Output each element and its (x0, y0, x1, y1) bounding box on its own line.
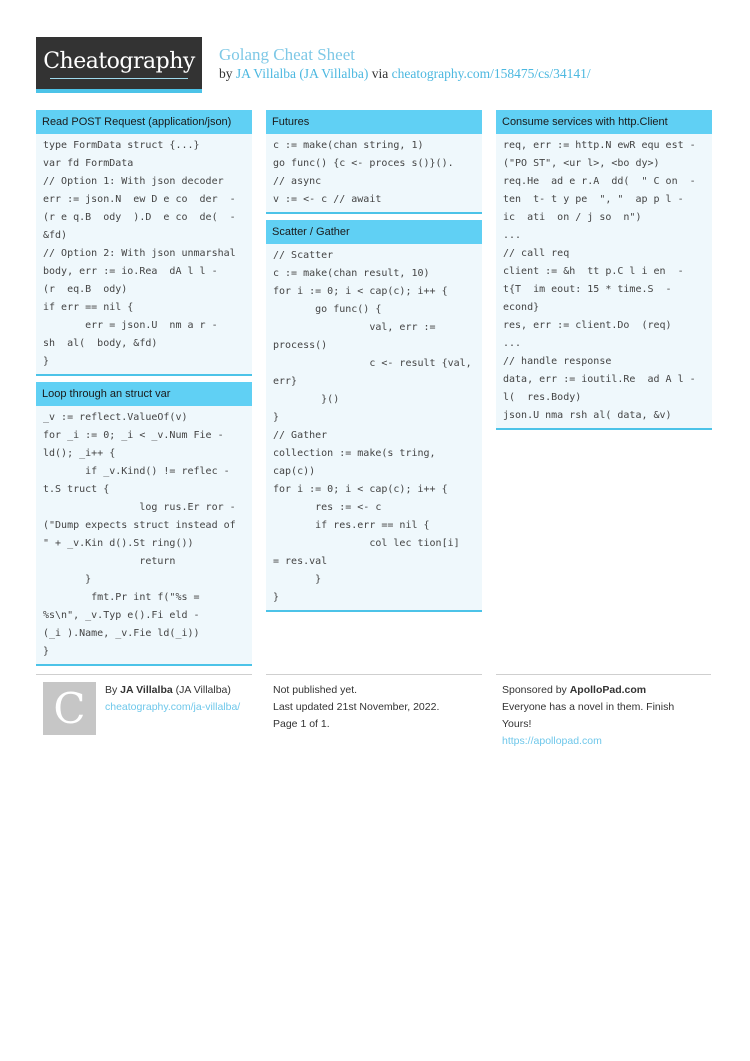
sponsor-link[interactable]: https://apollopad.com (502, 735, 602, 747)
code-line: } (43, 356, 50, 367)
code-block (266, 134, 482, 212)
code-line: &fd) (43, 230, 68, 241)
code-line: res := <- c (273, 502, 382, 513)
code-line: } (273, 592, 280, 603)
code-line: // Gather (273, 430, 328, 441)
code-line: (_i ).Name, _v.Fie ld(_i)) (43, 628, 200, 639)
code-line: %s\n", _v.Typ e().Fi eld - (43, 610, 200, 621)
code-line: go func() { (273, 304, 382, 315)
code-line: err} (273, 376, 298, 387)
code-line: for i := 0; i < cap(c); i++ { (273, 484, 448, 495)
code-line: cap(c)) (273, 466, 316, 477)
avatar[interactable] (43, 682, 96, 735)
section-scatter-gather (266, 220, 482, 612)
code-block (36, 406, 252, 664)
byline (219, 66, 591, 82)
code-line: // call req (503, 248, 570, 259)
code-line: (r eq.B ody) (43, 284, 128, 295)
code-line: go func() {c <- proces s()}(). (273, 158, 454, 169)
column-3 (496, 110, 712, 436)
sponsor-prefix: Sponsored by (502, 684, 570, 696)
code-line: // Scatter (273, 250, 334, 261)
via-word: via (368, 66, 392, 81)
section-title: Consume services with http.Client (496, 110, 712, 134)
code-line: // Option 2: With json unmarshal (43, 248, 236, 259)
footer-author-line (105, 682, 240, 699)
code-line: if _v.Kind() != reflec - (43, 466, 230, 477)
code-line: t.S truct { (43, 484, 110, 495)
section-title: Loop through an struct var (36, 382, 252, 406)
code-line: ("PO ST", <ur l>, <bo dy>) (503, 158, 660, 169)
sponsor-text-2: Yours! (502, 718, 532, 730)
footer-status (273, 682, 439, 733)
code-line: } (273, 574, 322, 585)
last-updated: Last updated 21st November, 2022. (273, 701, 440, 713)
code-line: sh al( body, &fd) (43, 338, 158, 349)
code-line: client := &h tt p.C l i en - (503, 266, 684, 277)
code-line: } (273, 412, 280, 423)
column-1 (36, 110, 252, 672)
sponsor-name: ApolloPad.com (569, 684, 647, 696)
code-line: c := make(chan string, 1) (273, 140, 424, 151)
section-title: Futures (266, 110, 482, 134)
code-block (496, 134, 712, 428)
code-line: t{T im eout: 15 * time.S - (503, 284, 672, 295)
by-prefix: By (105, 684, 121, 696)
code-line: ld(); _i++ { (43, 448, 116, 459)
code-line: err := json.N ew D e co der - (43, 194, 236, 205)
code-line: c := make(chan result, 10) (273, 268, 430, 279)
code-line: econd} (503, 302, 540, 313)
code-line: l( res.Body) (503, 392, 582, 403)
code-line: ten t- t y pe ", " ap p l - (503, 194, 684, 205)
code-line: col lec tion[i] (273, 538, 460, 549)
author-name: JA Villalba (120, 684, 173, 696)
avatar-letter: C (53, 684, 86, 733)
code-line: } (43, 574, 92, 585)
footer-author (105, 682, 240, 716)
section-title: Scatter / Gather (266, 220, 482, 244)
footer-divider (266, 674, 482, 675)
cheatography-logo[interactable] (36, 37, 202, 93)
page-number: Page 1 of 1. (273, 718, 330, 730)
code-line: ("Dump expects struct instead of (43, 520, 236, 531)
section-read-post (36, 110, 252, 376)
sponsor-text-1: Everyone has a novel in them. Finish (502, 701, 675, 713)
section-title: Read POST Request (application/json) (36, 110, 252, 134)
code-line: for i := 0; i < cap(c); i++ { (273, 286, 448, 297)
code-line: ic ati on / j so n") (503, 212, 642, 223)
code-line: _v := reflect.ValueOf(v) (43, 412, 188, 423)
page-title: Golang Cheat Sheet (219, 45, 355, 64)
code-line: type FormData struct {...} (43, 140, 200, 151)
sheet-url-link[interactable]: cheatography.com/158475/cs/34141/ (391, 66, 591, 81)
code-line: }() (273, 394, 340, 405)
code-line: data, err := ioutil.Re ad A l - (503, 374, 696, 385)
code-line: json.U nma rsh al( data, &v) (503, 410, 672, 421)
section-futures (266, 110, 482, 214)
code-block (36, 134, 252, 374)
code-line: collection := make(s tring, (273, 448, 436, 459)
code-line: (r e q.B ody ).D e co de( - (43, 212, 236, 223)
by-word: by (219, 66, 236, 81)
code-line: = res.val (273, 556, 328, 567)
code-line: var fd FormData (43, 158, 134, 169)
code-line: process() (273, 340, 328, 351)
footer-divider (496, 674, 711, 675)
logo-text: Cheatography (43, 49, 195, 74)
footer-sponsor (502, 682, 674, 750)
author-handle: (JA Villalba) (172, 684, 231, 696)
code-line: req, err := http.N ewR equ est - (503, 140, 696, 151)
section-consume-services (496, 110, 712, 430)
code-line: body, err := io.Rea dA l l - (43, 266, 218, 277)
code-line: " + _v.Kin d().St ring()) (43, 538, 194, 549)
code-line: val, err := (273, 322, 436, 333)
code-line: v := <- c // await (273, 194, 382, 205)
code-line: err = json.U nm a r - (43, 320, 218, 331)
code-line: log rus.Er ror - (43, 502, 236, 513)
author-link[interactable]: JA Villalba (JA Villalba) (235, 66, 369, 81)
code-line: // async (273, 176, 322, 187)
sponsor-line (502, 682, 674, 699)
code-line: for _i := 0; _i < _v.Num Fie - (43, 430, 224, 441)
code-block (266, 244, 482, 610)
author-profile-link[interactable]: cheatography.com/ja-villalba/ (105, 701, 241, 713)
code-line: res, err := client.Do (req) (503, 320, 672, 331)
footer-divider (36, 674, 252, 675)
code-line: // Option 1: With json decoder (43, 176, 224, 187)
code-line: ... (503, 338, 522, 349)
section-loop (36, 382, 252, 666)
code-line: return (43, 556, 176, 567)
column-2 (266, 110, 482, 618)
code-line: c <- result {val, (273, 358, 472, 369)
code-line: if res.err == nil { (273, 520, 430, 531)
code-line: req.He ad e r.A dd( " C on - (503, 176, 696, 187)
code-line: } (43, 646, 50, 657)
code-line: ... (503, 230, 522, 241)
code-line: if err == nil { (43, 302, 134, 313)
code-line: fmt.Pr int f("%s = (43, 592, 200, 603)
code-line: // handle response (503, 356, 612, 367)
logo-underline (50, 78, 188, 79)
publish-status: Not published yet. (273, 684, 358, 696)
